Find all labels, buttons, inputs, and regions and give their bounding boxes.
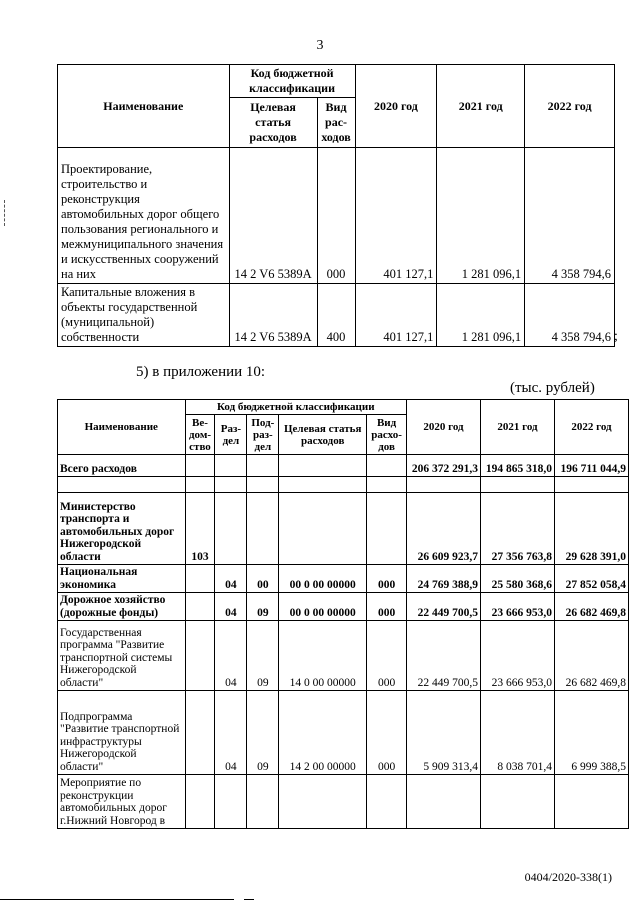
- row-name: Всего расходов: [58, 455, 186, 477]
- row-subsection: [247, 493, 279, 565]
- row-2021: 23 666 953,0: [481, 593, 555, 621]
- row-2020: 26 609 923,7: [407, 493, 481, 565]
- header-expense-kind: Вид расхо-дов: [367, 415, 407, 455]
- table-row: [58, 593, 629, 621]
- row-section: 04: [215, 565, 247, 593]
- row-target: 14 2 V6 5389A: [229, 148, 317, 284]
- header-2021: 2021 год: [481, 400, 555, 455]
- row-target: [279, 455, 367, 477]
- row-kind: 000: [367, 621, 407, 691]
- footer-rule-short: [244, 899, 254, 900]
- row-2021: 1 281 096,1: [437, 284, 525, 347]
- row-2021: 23 666 953,0: [481, 621, 555, 691]
- row-subsection: 00: [247, 565, 279, 593]
- row-kind: 000: [317, 148, 355, 284]
- row-2021: 1 281 096,1: [437, 148, 525, 284]
- row-kind: 400: [317, 284, 355, 347]
- footer-rule: [0, 899, 234, 900]
- table-row: [58, 775, 629, 829]
- row-dept: 103: [185, 493, 215, 565]
- document-code: 0404/2020-338(1): [524, 870, 612, 884]
- row-2020: 401 127,1: [355, 148, 437, 284]
- row-kind: 000: [367, 691, 407, 775]
- row-section: [215, 493, 247, 565]
- row-dept: [185, 691, 215, 775]
- row-name: Национальная экономика: [58, 565, 186, 593]
- row-2020: 22 449 700,5: [407, 593, 481, 621]
- trailing-semicolon: ;: [614, 329, 618, 344]
- row-target: [279, 493, 367, 565]
- row-target: 14 2 00 00000: [279, 691, 367, 775]
- row-2022: 26 682 469,8: [554, 593, 628, 621]
- table-row: [58, 691, 629, 775]
- row-subsection: [247, 775, 279, 829]
- row-target: 14 0 00 00000: [279, 621, 367, 691]
- row-2022: 6 999 388,5: [554, 691, 628, 775]
- row-2020: 24 769 388,9: [407, 565, 481, 593]
- row-target: 14 2 V6 5389A: [229, 284, 317, 347]
- row-section: 04: [215, 621, 247, 691]
- row-kind: 000: [367, 565, 407, 593]
- row-2021: [481, 775, 555, 829]
- table-row-spacer: [58, 477, 629, 493]
- row-2020: [407, 477, 481, 493]
- row-2021: [481, 477, 555, 493]
- row-subsection: 09: [247, 691, 279, 775]
- row-target: [279, 775, 367, 829]
- row-2022: 196 711 044,9: [554, 455, 628, 477]
- row-2020: 22 449 700,5: [407, 621, 481, 691]
- row-2022: 4 358 794,6: [525, 284, 615, 347]
- row-2021: 25 580 368,6: [481, 565, 555, 593]
- row-name: [58, 477, 186, 493]
- row-2020: 5 909 313,4: [407, 691, 481, 775]
- header-target-article: Целевая статья расходов: [279, 415, 367, 455]
- row-name: Подпрограмма "Развитие транспортной инфраструктуры Нижегородской области": [58, 691, 186, 775]
- row-name: Проектирование, строительство и реконструкция автомобильных дорог общего пользования регионального и межмуниципального значения и искусственных сооружений на них: [58, 148, 230, 284]
- table-row: [58, 493, 629, 565]
- header-2022: 2022 год: [525, 65, 615, 148]
- row-dept: [185, 621, 215, 691]
- row-target: 00 0 00 00000: [279, 593, 367, 621]
- row-name: Мероприятие по реконструкции автомобильных дорог г.Нижний Новгород в: [58, 775, 186, 829]
- row-dept: [185, 565, 215, 593]
- row-subsection: [247, 477, 279, 493]
- scan-artifact: [4, 200, 7, 226]
- row-2020: 401 127,1: [355, 284, 437, 347]
- header-name: Наименование: [58, 65, 230, 148]
- row-name: Министерство транспорта и автомобильных дорог Нижегородской области: [58, 493, 186, 565]
- header-department: Ве-дом-ство: [185, 415, 215, 455]
- row-subsection: [247, 455, 279, 477]
- row-2022: 27 852 058,4: [554, 565, 628, 593]
- row-section: [215, 477, 247, 493]
- row-dept: [185, 477, 215, 493]
- header-2022: 2022 год: [554, 400, 628, 455]
- row-2022: 26 682 469,8: [554, 621, 628, 691]
- section-heading: 5) в приложении 10:: [136, 364, 266, 380]
- table-row: [58, 284, 615, 347]
- row-kind: 000: [367, 593, 407, 621]
- row-2022: [554, 477, 628, 493]
- header-target-article: Целевая статья расходов: [229, 98, 317, 148]
- row-section: 04: [215, 691, 247, 775]
- header-name: Наименование: [58, 400, 186, 455]
- row-section: [215, 455, 247, 477]
- row-2022: [554, 775, 628, 829]
- table-row: [58, 565, 629, 593]
- header-subsection: Под-раз-дел: [247, 415, 279, 455]
- row-dept: [185, 455, 215, 477]
- header-section: Раз-дел: [215, 415, 247, 455]
- header-code-group: Код бюджетной классификации: [185, 400, 407, 415]
- table-row-total: [58, 455, 629, 477]
- row-2021: 8 038 701,4: [481, 691, 555, 775]
- row-section: 04: [215, 593, 247, 621]
- row-kind: [367, 455, 407, 477]
- row-2021: 27 356 763,8: [481, 493, 555, 565]
- row-2020: [407, 775, 481, 829]
- row-dept: [185, 775, 215, 829]
- row-2021: 194 865 318,0: [481, 455, 555, 477]
- row-kind: [367, 477, 407, 493]
- header-2021: 2021 год: [437, 65, 525, 148]
- row-name: Дорожное хозяйство (дорожные фонды): [58, 593, 186, 621]
- row-subsection: 09: [247, 593, 279, 621]
- table-row: [58, 621, 629, 691]
- table-row: [58, 148, 615, 284]
- header-code-group: Код бюджетной классификации: [229, 65, 355, 98]
- row-target: [279, 477, 367, 493]
- row-target: 00 0 00 00000: [279, 565, 367, 593]
- header-2020: 2020 год: [355, 65, 437, 148]
- row-section: [215, 775, 247, 829]
- row-2022: 4 358 794,6: [525, 148, 615, 284]
- appendix-10-table: [57, 399, 629, 829]
- page-number: 3: [316, 38, 324, 53]
- row-dept: [185, 593, 215, 621]
- header-2020: 2020 год: [407, 400, 481, 455]
- unit-label: (тыс. рублей): [510, 380, 595, 396]
- row-kind: [367, 775, 407, 829]
- row-2022: 29 628 391,0: [554, 493, 628, 565]
- header-expense-kind: Вид рас-ходов: [317, 98, 355, 148]
- row-name: Государственная программа "Развитие транспортной системы Нижегородской области": [58, 621, 186, 691]
- row-name: Капитальные вложения в объекты государственной (муниципальной) собственности: [58, 284, 230, 347]
- budget-table-continuation: [57, 64, 615, 347]
- row-2020: 206 372 291,3: [407, 455, 481, 477]
- row-kind: [367, 493, 407, 565]
- row-subsection: 09: [247, 621, 279, 691]
